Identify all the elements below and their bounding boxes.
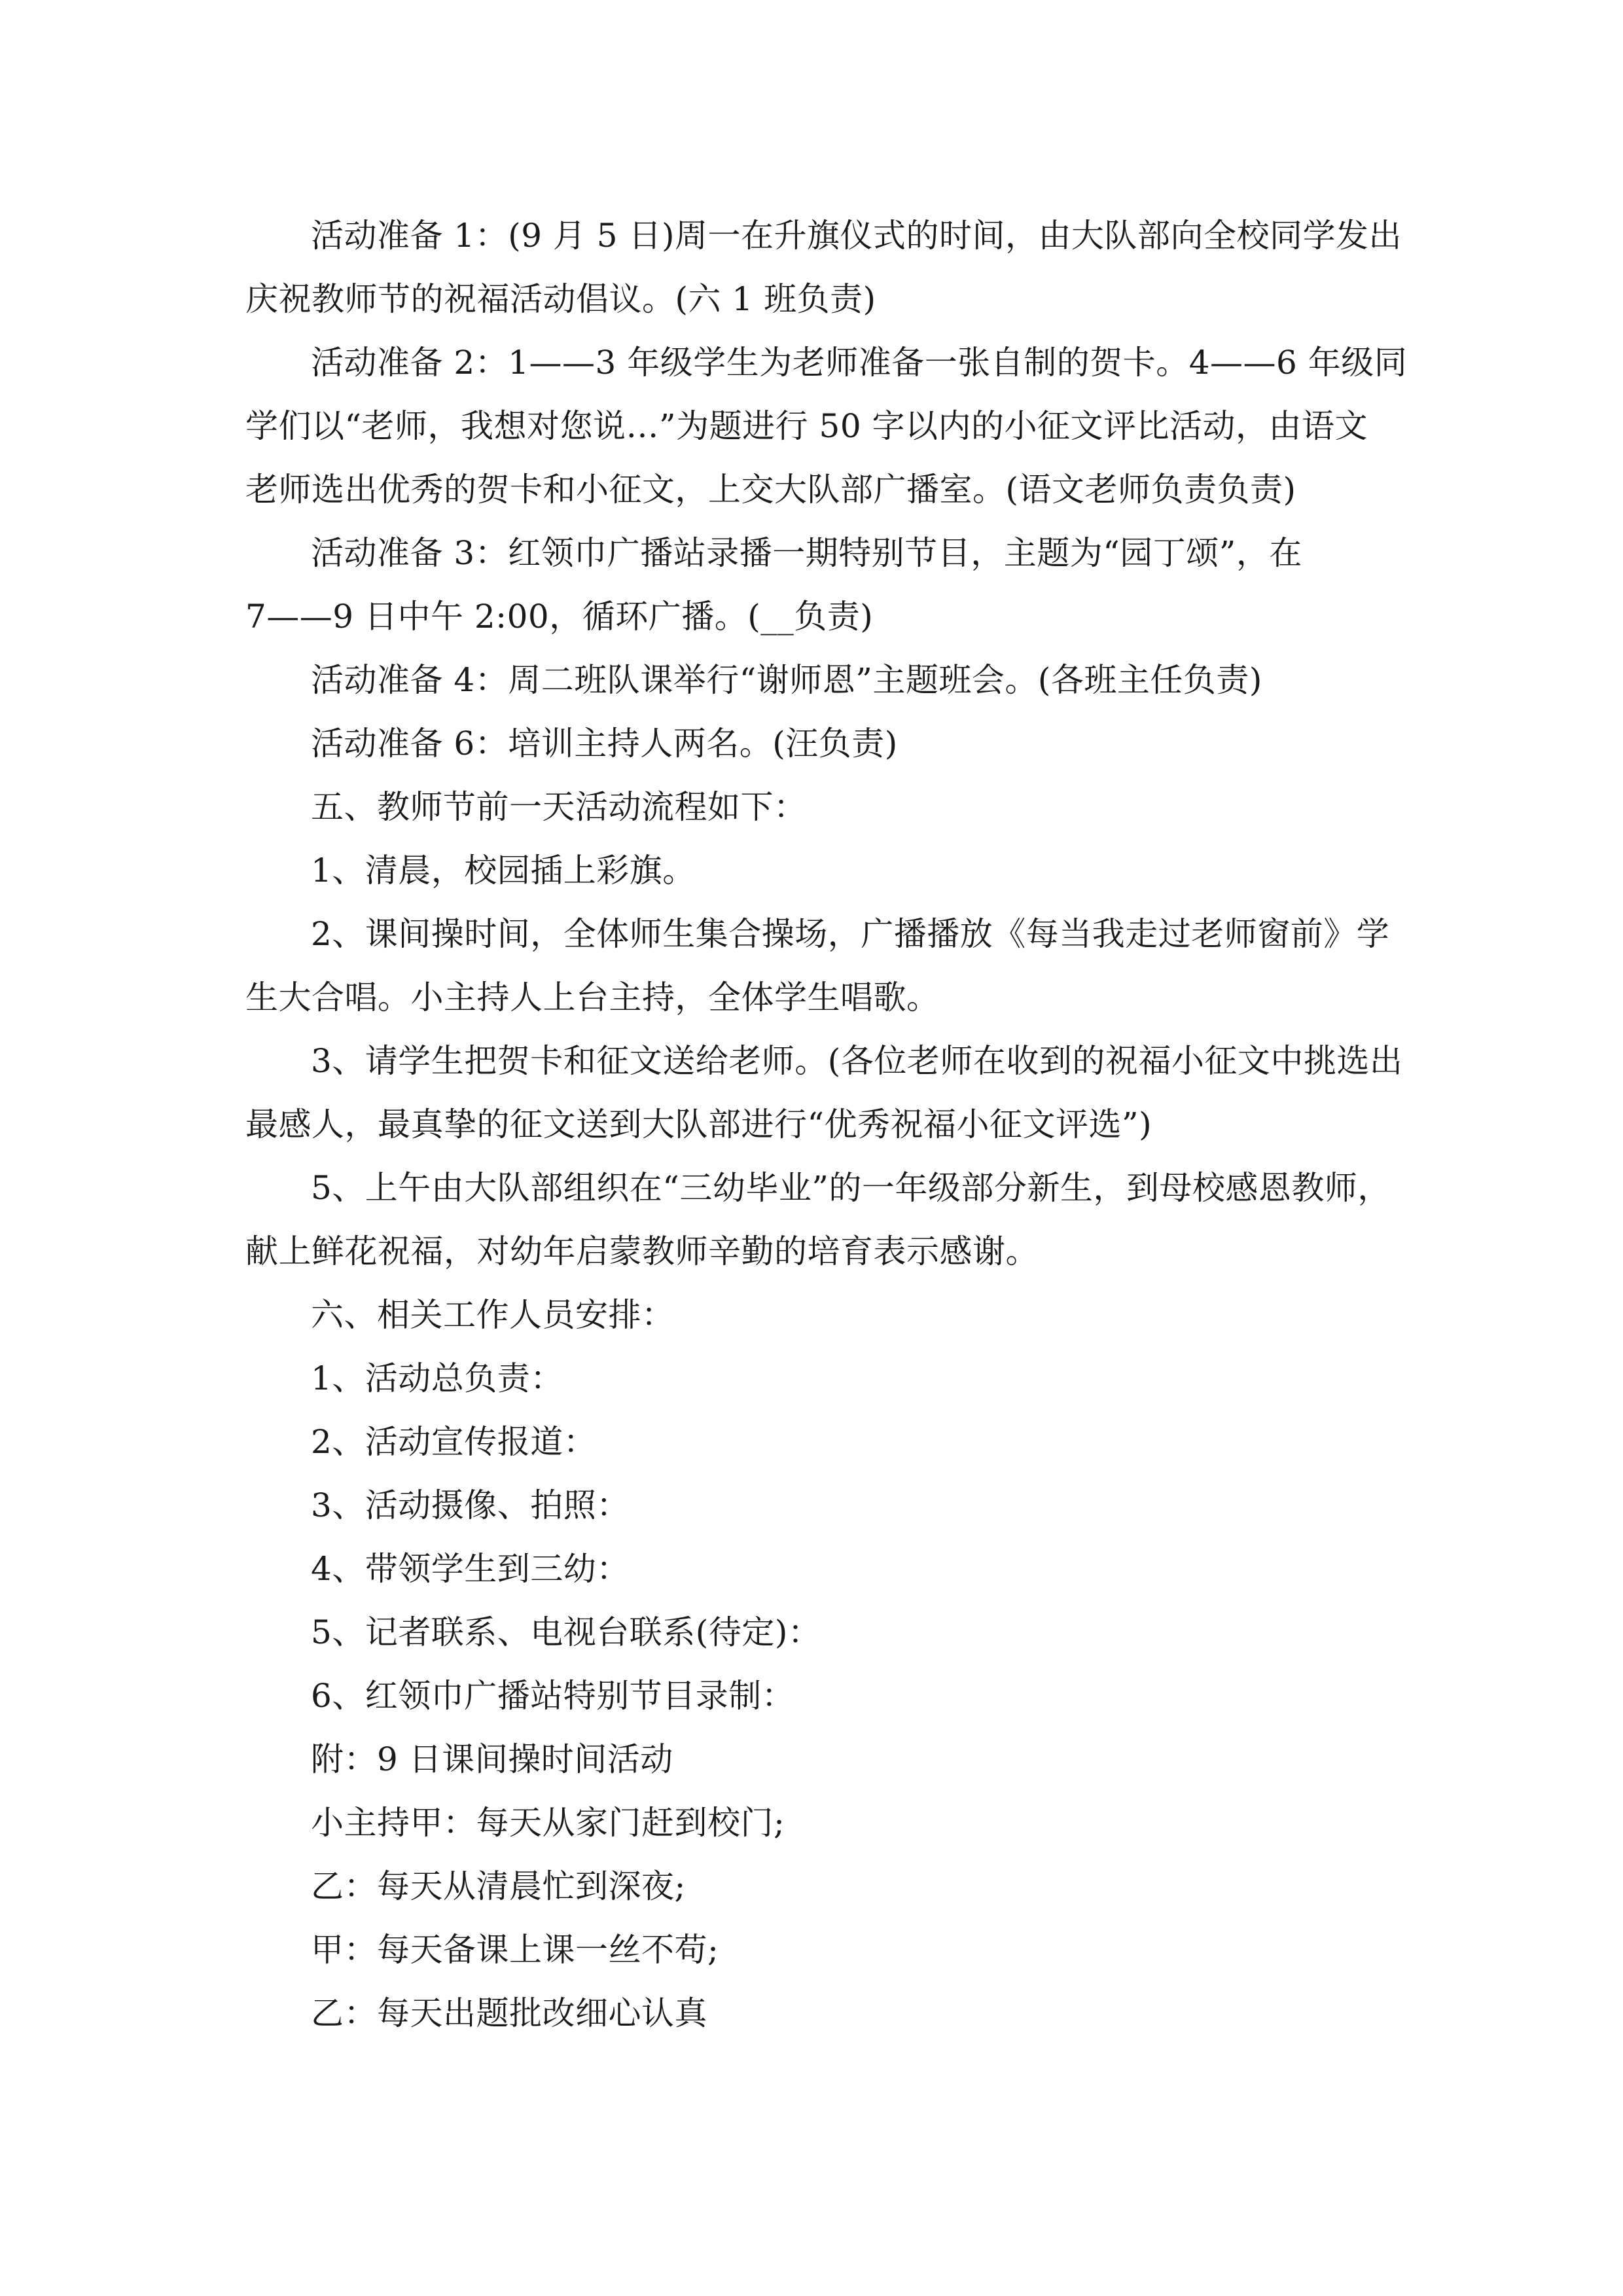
paragraph xyxy=(245,1030,1403,1157)
paragraph xyxy=(245,1537,1397,1601)
document-body xyxy=(245,204,1408,2045)
paragraph xyxy=(245,204,1402,331)
paragraph xyxy=(245,1283,1397,1347)
paragraph xyxy=(245,649,1397,712)
paragraph xyxy=(245,1918,1397,1982)
text-line: 学们以“老师，我想对您说…”为题进行 50 字以内的小征文评比活动，由语文 xyxy=(245,407,1368,445)
text-line: 乙：每天出题批改细心认真 xyxy=(311,1994,707,2032)
text-line: 六、相关工作人员安排： xyxy=(311,1296,675,1334)
text-line: 活动准备 1：(9 月 5 日)周一在升旗仪式的时间，由大队部向全校同学发出 xyxy=(311,217,1402,255)
text-line: 五、教师节前一天活动流程如下： xyxy=(311,788,807,826)
paragraph xyxy=(245,903,1397,1030)
text-line: 最感人，最真挚的征文送到大队部进行“优秀祝福小征文评选”) xyxy=(245,1105,1152,1143)
text-line: 附：9 日课间操时间活动 xyxy=(311,1740,673,1778)
text-line: 老师选出优秀的贺卡和小征文，上交大队部广播室。(语文老师负责负责) xyxy=(245,471,1296,509)
paragraph xyxy=(245,1474,1397,1537)
paragraph xyxy=(245,1791,1397,1855)
text-line: 6、红领巾广播站特别节目录制： xyxy=(311,1677,795,1715)
text-line: 2、课间操时间，全体师生集合操场，广播播放《每当我走过老师窗前》学 xyxy=(311,915,1390,953)
text-line: 2、活动宣传报道： xyxy=(311,1423,597,1461)
text-line: 献上鲜花祝福，对幼年启蒙教师辛勤的培育表示感谢。 xyxy=(245,1232,1039,1270)
paragraph xyxy=(245,776,1397,839)
text-line: 乙：每天从清晨忙到深夜; xyxy=(311,1867,686,1905)
text-line: 5、上午由大队部组织在“三幼毕业”的一年级部分新生，到母校感恩教师， xyxy=(311,1169,1391,1207)
text-line: 4、带领学生到三幼： xyxy=(311,1550,630,1588)
text-line: 3、请学生把贺卡和征文送给老师。(各位老师在收到的祝福小征文中挑选出 xyxy=(311,1042,1403,1080)
text-line: 活动准备 2：1——3 年级学生为老师准备一张自制的贺卡。4——6 年级同 xyxy=(311,344,1408,382)
text-line: 1、清晨，校园插上彩旗。 xyxy=(311,852,696,889)
text-line: 活动准备 6：培训主持人两名。(汪负责) xyxy=(311,725,898,762)
paragraph xyxy=(245,1855,1397,1918)
paragraph xyxy=(245,839,1397,903)
paragraph xyxy=(245,1728,1397,1791)
text-line: 活动准备 4：周二班队课举行“谢师恩”主题班会。(各班主任负责) xyxy=(311,661,1262,699)
paragraph xyxy=(245,1410,1397,1474)
paragraph xyxy=(245,1347,1397,1410)
paragraph xyxy=(245,1664,1397,1728)
paragraph xyxy=(245,1157,1397,1283)
text-line: 活动准备 3：红领巾广播站录播一期特别节目，主题为“园丁颂”，在 xyxy=(311,534,1302,572)
paragraph xyxy=(245,522,1397,649)
text-line: 5、记者联系、电视台联系(待定)： xyxy=(311,1613,821,1651)
paragraph xyxy=(245,1982,1397,2045)
text-line: 小主持甲：每天从家门赶到校门; xyxy=(311,1804,785,1842)
text-line: 1、活动总负责： xyxy=(311,1359,563,1397)
paragraph xyxy=(245,331,1408,522)
text-line: 3、活动摄像、拍照： xyxy=(311,1486,630,1524)
text-line: 庆祝教师节的祝福活动倡议。(六 1 班负责) xyxy=(245,280,876,318)
paragraph xyxy=(245,1601,1397,1664)
paragraph xyxy=(245,712,1397,776)
text-line: 甲：每天备课上课一丝不苟; xyxy=(311,1931,719,1969)
text-line: 7——9 日中午 2:00，循环广播。(__负责) xyxy=(245,598,874,636)
text-line: 生大合唱。小主持人上台主持，全体学生唱歌。 xyxy=(245,978,940,1016)
